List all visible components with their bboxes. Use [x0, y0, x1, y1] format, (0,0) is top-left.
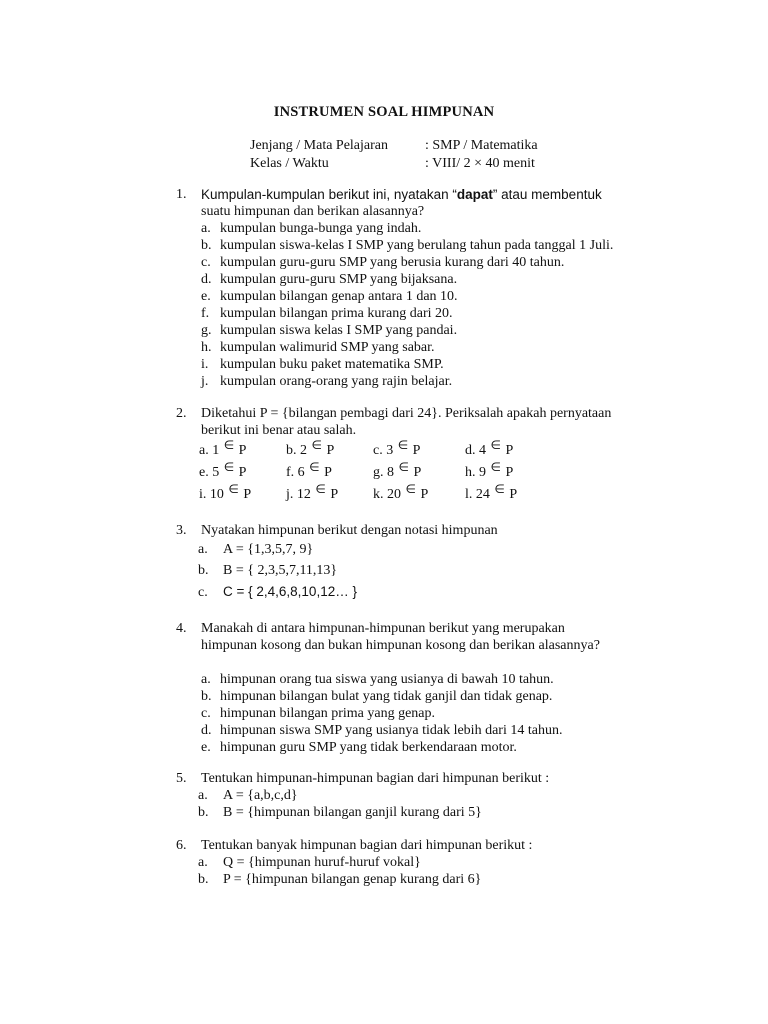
list-item [201, 705, 676, 722]
info-row-level [250, 137, 538, 155]
option-letter: j. [201, 374, 209, 389]
element-of-icon: ∈ [228, 482, 239, 496]
option-text: A = {a,b,c,d} [223, 788, 298, 803]
list-item [198, 560, 676, 581]
list-item [201, 322, 676, 339]
option-text: kumpulan bilangan prima kurang dari 20. [220, 306, 453, 321]
option-letter: b. [201, 689, 212, 704]
question-1 [176, 186, 676, 390]
element-of-icon: ∈ [315, 482, 326, 496]
option-letter: b. [198, 805, 209, 820]
list-item [201, 220, 676, 237]
option-text: Q = {himpunan huruf-huruf vokal} [223, 855, 421, 870]
option-text: himpunan orang tua siswa yang usianya di bawah 10 tahun. [220, 672, 554, 687]
question-stem [176, 186, 676, 203]
question-2 [176, 405, 676, 505]
info-value: : VIII/ 2 × 40 menit [425, 156, 535, 171]
element-of-icon: ∈ [398, 460, 409, 474]
question-stem [176, 770, 676, 787]
question-4 [176, 620, 676, 756]
stem-text: Nyatakan himpunan berikut dengan notasi himpunan [201, 523, 498, 538]
option-text: B = {himpunan bilangan ganjil kurang dari 5} [223, 805, 482, 820]
question-stem-line2: suatu himpunan dan berikan alasannya? [201, 204, 425, 219]
element-of-icon: ∈ [494, 482, 505, 496]
grid-row [199, 461, 676, 483]
option-text: kumpulan orang-orang yang rajin belajar. [220, 374, 453, 389]
option-letter: a. [198, 542, 208, 557]
list-item [198, 804, 676, 821]
question-number: 4. [176, 621, 187, 636]
info-row-class [250, 155, 538, 173]
option-text: himpunan guru SMP yang tidak berkendaraan motor. [220, 740, 517, 755]
list-item [201, 722, 676, 739]
question-number: 2. [176, 406, 187, 421]
option-letter: c. [201, 255, 211, 270]
list-item [198, 871, 676, 888]
option-letter: b. [201, 238, 212, 253]
list-item [198, 539, 676, 560]
list-item [201, 254, 676, 271]
option-text: B = { 2,3,5,7,11,13} [223, 563, 338, 578]
element-of-icon: ∈ [397, 438, 409, 452]
info-label: Jenjang / Mata Pelajaran [250, 138, 389, 153]
stem-text: Manakah di antara himpunan-himpunan berikut yang merupakan [201, 621, 565, 636]
option-letter: i. [201, 357, 209, 372]
grid-cell: i. 10 ∈ P [199, 482, 252, 502]
option-letter: b. [198, 872, 209, 887]
question-stem [176, 837, 676, 854]
grid-cell: l. 24 ∈ P [465, 482, 518, 502]
option-letter: e. [201, 289, 211, 304]
question-stem-line2: berikut ini benar atau salah. [201, 423, 357, 438]
option-letter: d. [201, 723, 212, 738]
question-stem-line2: himpunan kosong dan bukan himpunan kosong dan berikan alasannya? [201, 638, 600, 653]
list-item [201, 688, 676, 705]
stem-text: Kumpulan-kumpulan berikut ini, nyatakan “ [201, 187, 457, 202]
list-item [198, 854, 676, 871]
stem-text: Diketahui P = {bilangan pembagi dari 24}. Periksalah apakah pernyataan [201, 406, 612, 421]
grid-cell: a. 1 ∈ P [199, 438, 247, 458]
list-item [201, 237, 676, 254]
element-of-icon: ∈ [311, 438, 322, 452]
list-item [198, 787, 676, 804]
list-item [201, 271, 676, 288]
info-value: : SMP / Matematika [425, 138, 538, 153]
option-letter: d. [201, 272, 212, 287]
question-stem [176, 522, 676, 539]
question-number: 1. [176, 187, 187, 202]
grid-cell: d. 4 ∈ P [465, 438, 514, 458]
element-of-icon: ∈ [490, 460, 501, 474]
question-3 [176, 522, 676, 602]
question-number: 5. [176, 771, 187, 786]
option-text: C = { 2,4,6,8,10,12… } [223, 584, 357, 599]
option-letter: g. [201, 323, 212, 338]
grid-cell: k. 20 ∈ P [373, 482, 429, 502]
option-letter: h. [201, 340, 212, 355]
list-item [201, 373, 676, 390]
option-letter: f. [201, 306, 210, 321]
stem-text: ” atau membentuk [492, 187, 602, 202]
question-number: 6. [176, 838, 187, 853]
option-letter: e. [201, 740, 211, 755]
stem-text: Tentukan banyak himpunan bagian dari himpunan berikut : [201, 838, 533, 853]
option-text: P = {himpunan bilangan genap kurang dari 6} [223, 872, 482, 887]
option-text: kumpulan bunga-bunga yang indah. [220, 221, 422, 236]
stem-text: Tentukan himpunan-himpunan bagian dari himpunan berikut : [201, 771, 550, 786]
membership-grid [199, 439, 676, 505]
option-text: himpunan bilangan bulat yang tidak ganjil dan tidak genap. [220, 689, 553, 704]
list-item [201, 671, 676, 688]
grid-cell: j. 12 ∈ P [286, 482, 339, 502]
option-text: kumpulan bilangan genap antara 1 dan 10. [220, 289, 458, 304]
option-letter: c. [201, 706, 211, 721]
info-label: Kelas / Waktu [250, 156, 329, 171]
grid-cell: h. 9 ∈ P [465, 460, 514, 480]
element-of-icon: ∈ [223, 460, 235, 474]
element-of-icon: ∈ [309, 460, 320, 474]
list-item [201, 339, 676, 356]
option-letter: b. [198, 563, 209, 578]
element-of-icon: ∈ [490, 438, 501, 452]
list-item [201, 288, 676, 305]
header-info [250, 137, 538, 173]
option-letter: c. [198, 585, 208, 600]
question-stem [176, 620, 676, 637]
option-text: kumpulan siswa kelas I SMP yang pandai. [220, 323, 458, 338]
question-stem [176, 405, 676, 422]
element-of-icon: ∈ [405, 482, 416, 496]
option-letter: a. [201, 672, 211, 687]
option-text: kumpulan walimurid SMP yang sabar. [220, 340, 435, 355]
option-text: kumpulan buku paket matematika SMP. [220, 357, 444, 372]
question-6 [176, 837, 676, 888]
option-text: A = {1,3,5,7, 9} [223, 542, 314, 557]
list-item [201, 356, 676, 373]
grid-row [199, 439, 676, 461]
option-letter: a. [198, 788, 208, 803]
grid-cell: b. 2 ∈ P [286, 438, 335, 458]
grid-cell: g. 8 ∈ P [373, 460, 422, 480]
option-text: himpunan bilangan prima yang genap. [220, 706, 435, 721]
grid-cell: e. 5 ∈ P [199, 460, 247, 480]
option-letter: a. [198, 855, 208, 870]
element-of-icon: ∈ [223, 438, 235, 452]
option-text: himpunan siswa SMP yang usianya tidak lebih dari 14 tahun. [220, 723, 563, 738]
document-title: INSTRUMEN SOAL HIMPUNAN [273, 104, 495, 120]
list-item [201, 739, 676, 756]
option-text: kumpulan siswa-kelas I SMP yang berulang tahun pada tanggal 1 Juli. [220, 238, 614, 253]
question-number: 3. [176, 523, 187, 538]
grid-cell: f. 6 ∈ P [286, 460, 332, 480]
question-5 [176, 770, 676, 821]
option-letter: a. [201, 221, 211, 236]
stem-bold-word: dapat [456, 187, 493, 202]
grid-row [199, 483, 676, 505]
list-item [201, 305, 676, 322]
list-item [198, 581, 676, 602]
option-text: kumpulan guru-guru SMP yang bijaksana. [220, 272, 458, 287]
grid-cell: c. 3 ∈ P [373, 438, 421, 458]
option-text: kumpulan guru-guru SMP yang berusia kurang dari 40 tahun. [220, 255, 565, 270]
